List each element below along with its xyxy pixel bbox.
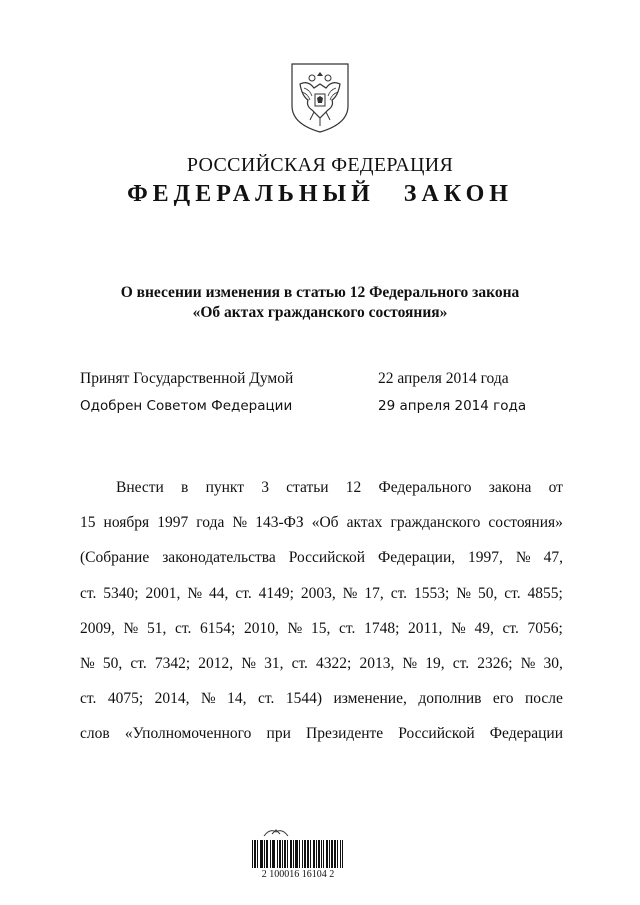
barcode-number: 2 100016 16104 2: [261, 869, 335, 880]
law-body: [80, 477, 563, 759]
eagle-mark-icon: [262, 826, 290, 838]
duma-adoption-row: [80, 370, 509, 388]
duma-adoption-date: 22 апреля 2014 года: [378, 370, 509, 387]
law-title: [60, 283, 580, 323]
body-line: ст. 5340; 2001, № 44, ст. 4149; 2003, № 17, ст. 1553; № 50, ст. 4855;: [80, 584, 563, 602]
council-approval-label: Одобрен Советом Федерации: [80, 398, 293, 414]
law-type-heading: ФЕДЕРАЛЬНЫЙ ЗАКОН: [127, 181, 513, 207]
body-line: № 50, ст. 7342; 2012, № 31, ст. 4322; 2013, № 19, ст. 2326; № 30,: [80, 654, 563, 672]
body-line: 15 ноября 1997 года № 143-ФЗ «Об актах гражданского состояния»: [80, 514, 563, 532]
law-title-line-1: О внесении изменения в статью 12 Федерального закона: [120, 284, 520, 301]
council-approval-row: [80, 398, 527, 414]
law-title-line-2: «Об актах гражданского состояния»: [192, 304, 448, 321]
coat-of-arms-icon: [288, 62, 352, 134]
body-line: (Собрание законодательства Российской Федерации, 1997, № 47,: [80, 549, 563, 567]
duma-adoption-label: Принят Государственной Думой: [80, 370, 294, 387]
body-line: 2009, № 51, ст. 6154; 2010, № 15, ст. 1748; 2011, № 49, ст. 7056;: [80, 619, 563, 637]
document-barcode: [252, 826, 344, 882]
body-line: Внести в пункт 3 статьи 12 Федерального закона от: [116, 479, 563, 496]
barcode-bars: [252, 840, 344, 868]
body-line: слов «Уполномоченного при Президенте Российской Федерации: [80, 725, 563, 743]
body-line: ст. 4075; 2014, № 14, ст. 1544) изменение, дополнив его после: [80, 690, 563, 708]
council-approval-date: 29 апреля 2014 года: [378, 398, 527, 414]
country-name: РОССИЙСКАЯ ФЕДЕРАЦИЯ: [186, 154, 454, 176]
